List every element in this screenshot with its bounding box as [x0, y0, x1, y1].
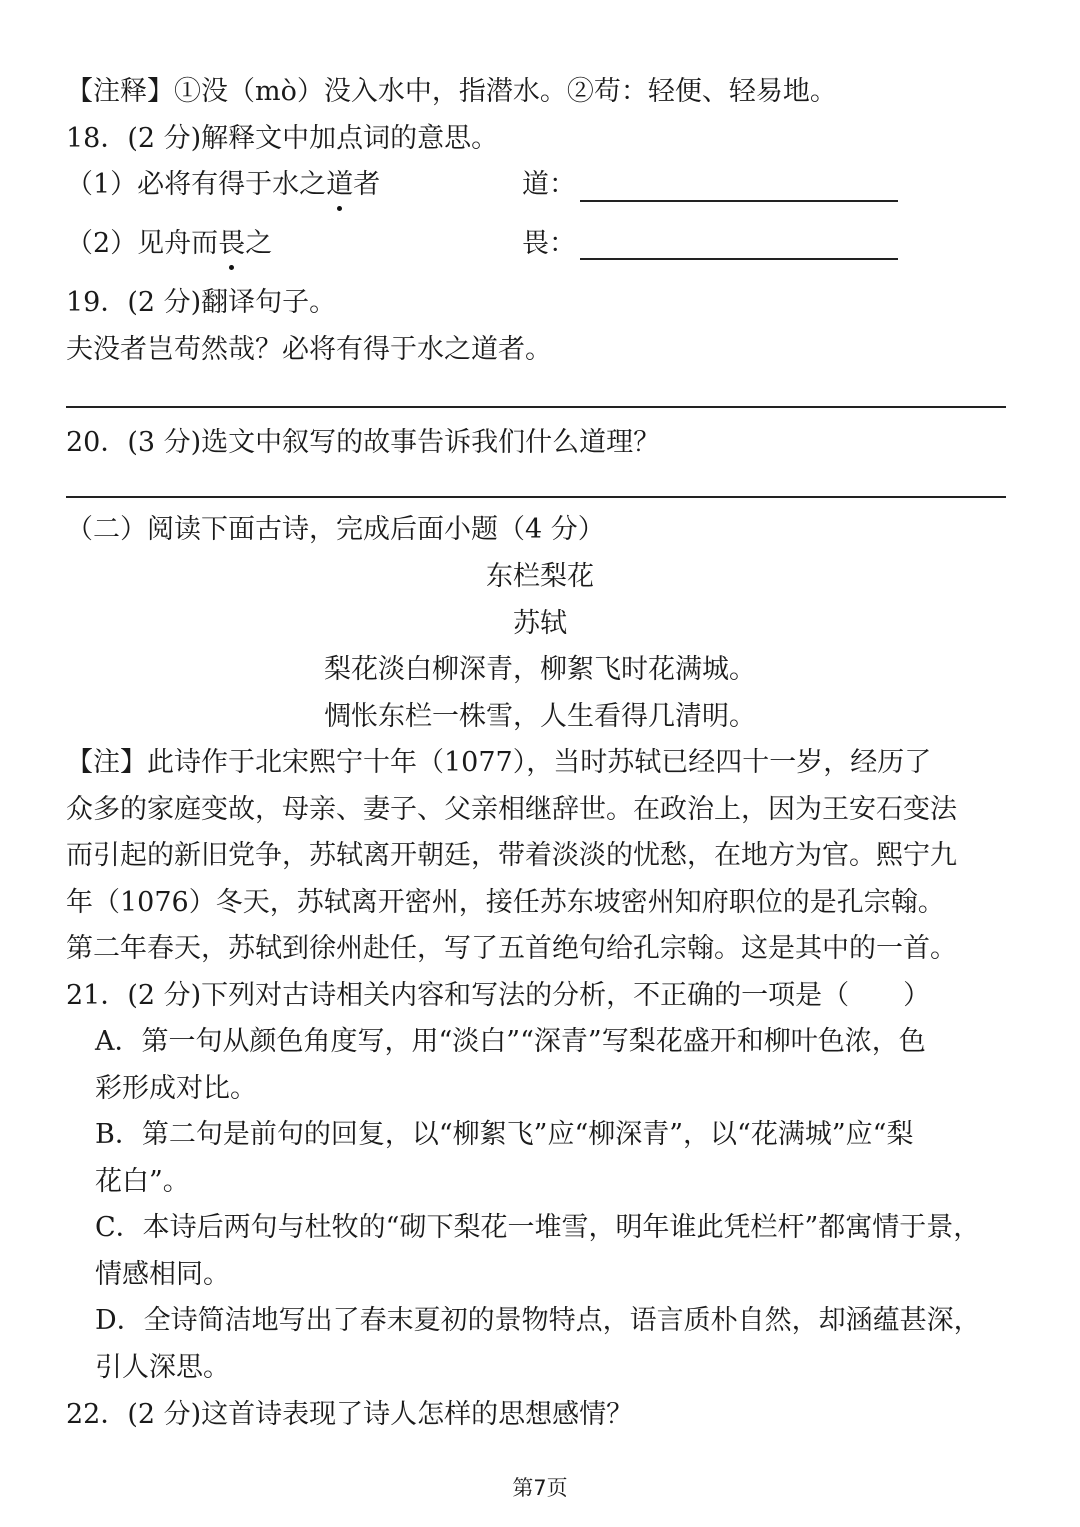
item-1-text-before: （1）必将有得于水之 [66, 169, 327, 200]
question-20-stem: 20．(3 分)选文中叙写的故事告诉我们什么道理？ [66, 427, 661, 458]
option-c-line-2[interactable]: 情感相同。 [95, 1259, 230, 1290]
item-1-answer-line[interactable] [580, 200, 898, 202]
poem-title: 东栏梨花 [486, 561, 594, 592]
poem-note-line-3: 而引起的新旧党争，苏轼离开朝廷，带着淡淡的忧愁，在地方为官。熙宁九 [66, 840, 957, 871]
question-19-sentence: 夫没者岂苟然哉？必将有得于水之道者。 [66, 334, 552, 365]
question-20-answer-line[interactable] [66, 496, 1006, 498]
question-18-item-1 [66, 165, 380, 205]
item-2-answer-line[interactable] [580, 258, 898, 260]
option-d-line-2[interactable]: 引人深思。 [95, 1352, 230, 1383]
question-21-stem: 21．(2 分)下列对古诗相关内容和写法的分析，不正确的一项是（ ） [66, 980, 931, 1011]
section-2-heading: （二）阅读下面古诗，完成后面小题（4 分） [66, 514, 605, 545]
poem-note-line-4: 年（1076）冬天，苏轼离开密州，接任苏东坡密州知府职位的是孔宗翰。 [66, 887, 945, 918]
poem-note-line-5: 第二年春天，苏轼到徐州赴任，写了五首绝句给孔宗翰。这是其中的一首。 [66, 933, 957, 964]
question-19-answer-line[interactable] [66, 406, 1006, 408]
question-18-item-2 [66, 224, 272, 264]
annotation-line: 【注释】①没（mò）没入水中，指潜水。②苟：轻便、轻易地。 [66, 76, 837, 107]
poem-author: 苏轼 [513, 608, 567, 639]
poem-note-line-1: 【注】此诗作于北宋熙宁十年（1077），当时苏轼已经四十一岁，经历了 [66, 747, 932, 778]
item-2-text-after: 之 [245, 228, 273, 259]
item-2-text-before: （2）见舟而 [66, 228, 219, 259]
poem-note-line-2: 众多的家庭变故，母亲、妻子、父亲相继辞世。在政治上，因为王安石变法 [66, 794, 957, 825]
poem-line-1: 梨花淡白柳深青，柳絮飞时花满城。 [324, 654, 756, 685]
option-a-line-1[interactable]: A．第一句从颜色角度写，用“淡白”“深青”写梨花盛开和柳叶色浓，色 [95, 1026, 926, 1057]
page-number: 第7页 [512, 1476, 568, 1500]
item-1-answer-label: 道： [522, 169, 576, 200]
item-1-dotted-word: 道 [326, 165, 353, 205]
question-19-stem: 19．(2 分)翻译句子。 [66, 287, 337, 318]
poem-line-2: 惆怅东栏一株雪，人生看得几清明。 [324, 701, 756, 732]
question-22-stem: 22．(2 分)这首诗表现了诗人怎样的思想感情？ [66, 1399, 634, 1430]
option-b-line-2[interactable]: 花白”。 [95, 1166, 190, 1197]
item-2-answer-label: 畏： [522, 228, 576, 259]
option-d-line-1[interactable]: D．全诗简洁地写出了春末夏初的景物特点，语言质朴自然，却涵蕴甚深， [95, 1305, 981, 1336]
option-b-line-1[interactable]: B．第二句是前句的回复，以“柳絮飞”应“柳深青”，以“花满城”应“梨 [95, 1119, 914, 1150]
option-a-line-2[interactable]: 彩形成对比。 [95, 1073, 257, 1104]
option-c-line-1[interactable]: C．本诗后两句与杜牧的“砌下梨花一堆雪，明年谁此凭栏杆”都寓情于景， [95, 1212, 981, 1243]
question-18-stem: 18．(2 分)解释文中加点词的意思。 [66, 123, 499, 154]
item-1-text-after: 者 [353, 169, 381, 200]
item-2-dotted-word: 畏 [218, 224, 245, 264]
